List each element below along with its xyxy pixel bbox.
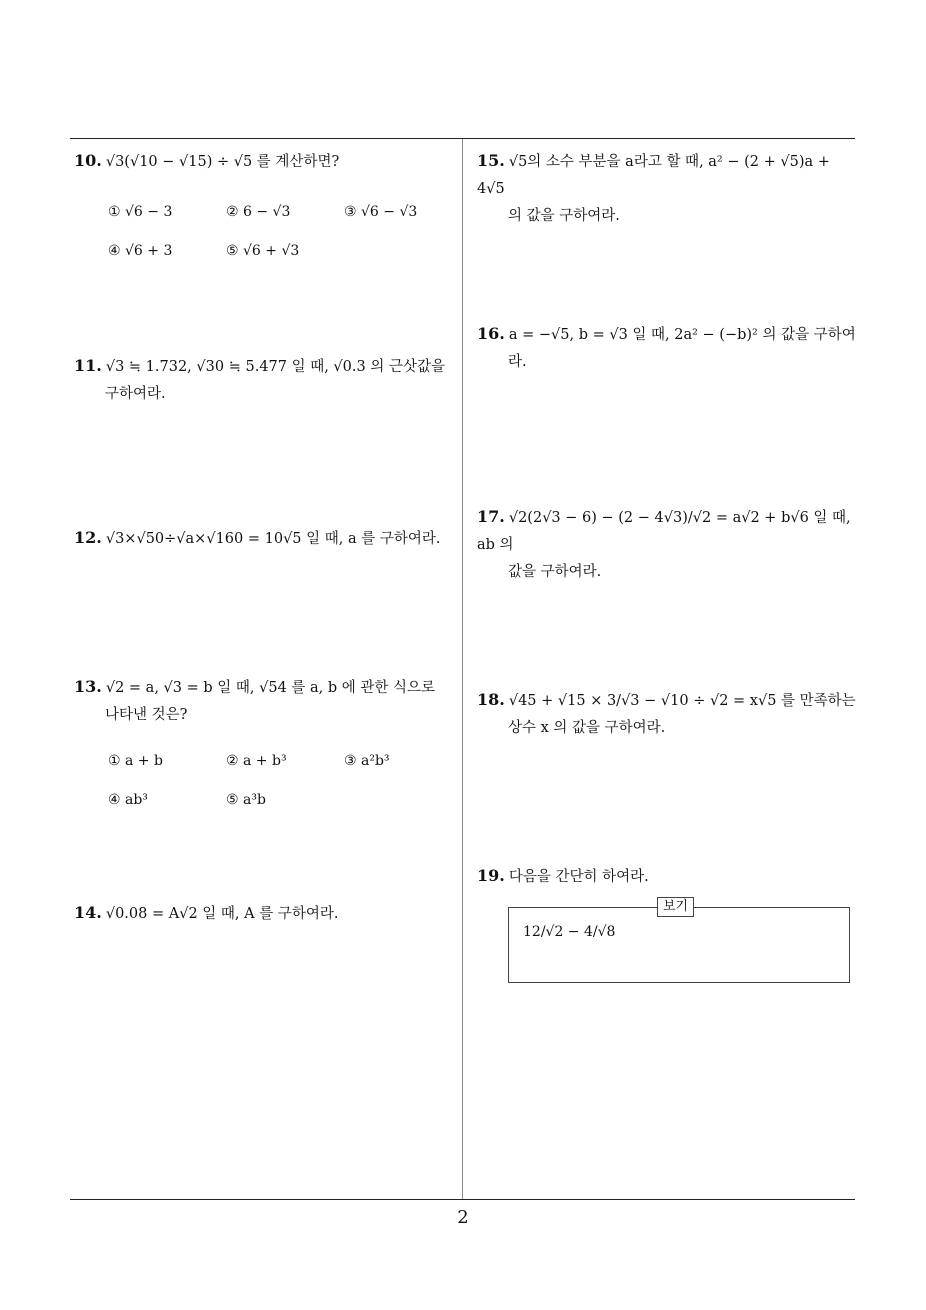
question-text-cont: 상수 x 의 값을 구하여라. <box>508 720 666 736</box>
question-text: √3×√50÷√a×√160 = 10√5 일 때, a 를 구하여라. <box>105 531 441 547</box>
question-text-cont: 의 값을 구하여라. <box>508 208 620 224</box>
question-text: √2(2√3 − 6) − (2 − 4√3)/√2 = a√2 + b√6 일 때, ab 의 <box>477 510 851 553</box>
column-divider <box>462 139 463 1200</box>
question-text-cont: 값을 구하여라. <box>508 564 602 580</box>
question-text: √45 + √15 × 3/√3 − √10 ÷ √2 = x√5 를 만족하는 <box>508 693 856 709</box>
question-text: √3 ≒ 1.732, √30 ≒ 5.477 일 때, √0.3 의 근삿값을 <box>105 359 445 375</box>
question-number: 10. <box>74 151 102 170</box>
choice-3[interactable]: ③ a²b³ <box>344 753 390 769</box>
choice-2[interactable]: ② 6 − √3 <box>226 204 291 220</box>
question-11 <box>74 352 459 408</box>
choice-4[interactable]: ④ √6 + 3 <box>108 243 173 259</box>
question-number: 15. <box>477 151 505 170</box>
question-text-cont: 구하여라. <box>105 386 166 402</box>
question-number: 11. <box>74 356 102 375</box>
choice-1[interactable]: ① a + b <box>108 753 163 769</box>
question-15 <box>477 147 862 230</box>
question-text: √2 = a, √3 = b 일 때, √54 를 a, b 에 관한 식으로 <box>105 680 436 696</box>
question-text-cont: 나타낸 것은? <box>105 707 188 723</box>
answer-choices <box>108 751 458 811</box>
bottom-rule <box>70 1199 855 1200</box>
question-number: 19. <box>477 866 505 885</box>
question-number: 16. <box>477 324 505 343</box>
question-12 <box>74 524 459 553</box>
choice-4[interactable]: ④ ab³ <box>108 792 148 808</box>
question-18 <box>477 686 862 742</box>
question-number: 17. <box>477 507 505 526</box>
choice-5[interactable]: ⑤ √6 + √3 <box>226 243 300 259</box>
question-text: 다음을 간단히 하여라. <box>508 869 649 885</box>
question-10 <box>74 147 459 176</box>
example-box <box>508 899 850 983</box>
question-text: √0.08 = A√2 일 때, A 를 구하여라. <box>105 906 339 922</box>
choice-2[interactable]: ② a + b³ <box>226 753 287 769</box>
question-number: 13. <box>74 677 102 696</box>
question-text: a = −√5, b = √3 일 때, 2a² − (−b)² 의 값을 구하여 <box>508 327 856 343</box>
question-text-cont: 라. <box>508 354 527 370</box>
question-number: 14. <box>74 903 102 922</box>
box-expression: 12/√2 − 4/√8 <box>523 924 616 940</box>
question-16 <box>477 320 862 376</box>
choice-5[interactable]: ⑤ a³b <box>226 792 266 808</box>
question-19 <box>477 862 862 891</box>
page-number: 2 <box>457 1207 469 1228</box>
question-17 <box>477 503 862 586</box>
question-number: 12. <box>74 528 102 547</box>
question-13 <box>74 673 459 729</box>
question-text: √3(√10 − √15) ÷ √5 를 계산하면? <box>105 154 340 170</box>
question-number: 18. <box>477 690 505 709</box>
question-14 <box>74 899 459 928</box>
choice-3[interactable]: ③ √6 − √3 <box>344 204 418 220</box>
question-text: √5의 소수 부분을 a라고 할 때, a² − (2 + √5)a + 4√5 <box>477 154 830 197</box>
choice-1[interactable]: ① √6 − 3 <box>108 204 173 220</box>
answer-choices <box>108 202 458 262</box>
box-title: 보기 <box>657 897 694 917</box>
